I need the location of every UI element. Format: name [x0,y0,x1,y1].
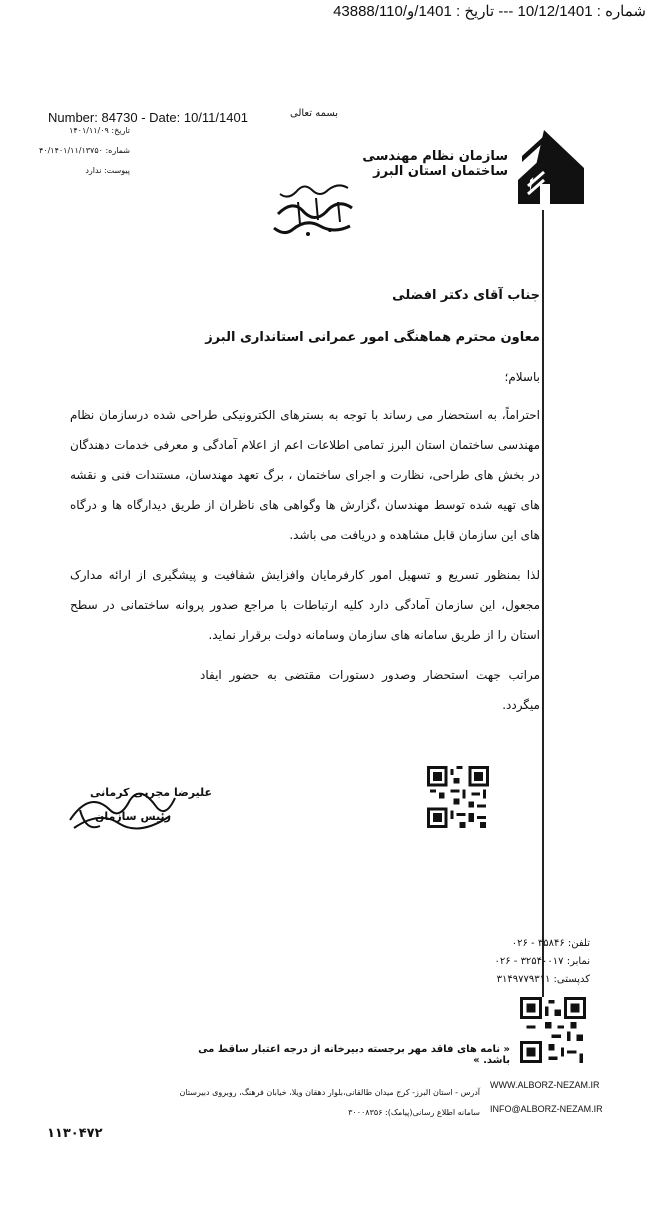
slogan-calligraphy [268,178,358,240]
email-link[interactable]: INFO@ALBORZ-NEZAM.IR [490,1104,603,1114]
meta-attachment: پیوست: ندارد [85,166,130,175]
body-paragraph-3: مراتب جهت استحضار وصدور دستورات مقتضی به حضور ایفاد میگردد. [200,668,540,712]
footer-address: آدرس - استان البرز- کرج میدان طالقانی،بلوار دهقان ویلا، خیابان فرهنگ، روبروی دبیرستان [179,1088,480,1097]
footer-address-block [150,1086,480,1120]
website-link[interactable]: WWW.ALBORZ-NEZAM.IR [490,1080,600,1090]
body-paragraph-1: احتراماً، به استحضار می رساند با توجه به بسترهای الکترونیکی طراحی شده درسازمان نظام مهندسی ساختمان استان البرز تمامی اطلاعات اعم از اعلام آمادگی و معرفی خدمات دهندگان در بخش های طراحی، نظارت و اجرای ساختمان ، برگ تعهد مهندسان، مستندات فنی و نقشه های تهیه شده توسط مهندسان ،گزارش ها وگواهی های ناظران از طریق دیدارگاه ها و درگاه های این سازمان قابل مشاهده و دریافت می باشد. [70,408,540,542]
bismillah: بسمه تعالی [290,108,339,119]
greeting: باسلام؛ [504,370,540,384]
signatory-title: رئیس سازمان [95,810,171,823]
contact-postal-code: کدپستی: ۳۱۴۹۷۷۹۳۱۱ [496,974,590,985]
salutation: جناب آقای دکتر افضلی [392,288,540,303]
footer-sms-number: سامانه اطلاع رسانی(پیامک): ۳۰۰۰۸۳۵۶ [348,1108,480,1117]
qr-code [427,762,489,832]
organization-logo [514,128,586,206]
body-paragraph-2: لذا بمنظور تسریع و تسهیل امور کارفرمایان وافزایش شفافیت و پیشگیری از ارائه مدارک مجعول، این سازمان آمادگی دارد کلیه ارتباطات با مراجع صدور پروانه ساختمانی در سطح استان را از طریق سامانه های سازمان وسامانه دولت برقرار نماید. [70,568,540,642]
footer-qr-code [520,995,586,1065]
meta-date: تاریخ: ۱۴۰۱/۱۱/۰۹ [69,126,130,135]
document-reference: شماره : 10/12/1401 --- تاریخ : 1401/و/43888/110 [333,3,646,20]
organization-name: سازمان نظام مهندسی ساختمان استان البرز [362,149,508,179]
meta-number: شماره: ۴۰/۱۴۰۱/۱۱/۱۳۷۵۰ [38,146,130,155]
validity-note: « نامه های فاقد مهر برجسته دبیرخانه از درجه اعتبار ساقط می باشد. » [198,1044,510,1066]
number-date-line: Number: 84730 - Date: 10/11/1401 [48,110,248,125]
signatory-name: علیرضا مجربی کرمانی [90,786,213,799]
vertical-rule [542,210,544,1060]
recipient-title: معاون محترم هماهنگی امور عمرانی استانداری البرز [205,330,540,345]
contact-fax: نمابر: ۳۲۵۴۰۰۱۷ - ۰۲۶ [494,956,590,967]
contact-phone: تلفن: ۳۵۸۴۶ - ۰۲۶ [511,938,590,949]
stamp-number: ۱۱۳۰۴۷۲ [47,1126,103,1141]
